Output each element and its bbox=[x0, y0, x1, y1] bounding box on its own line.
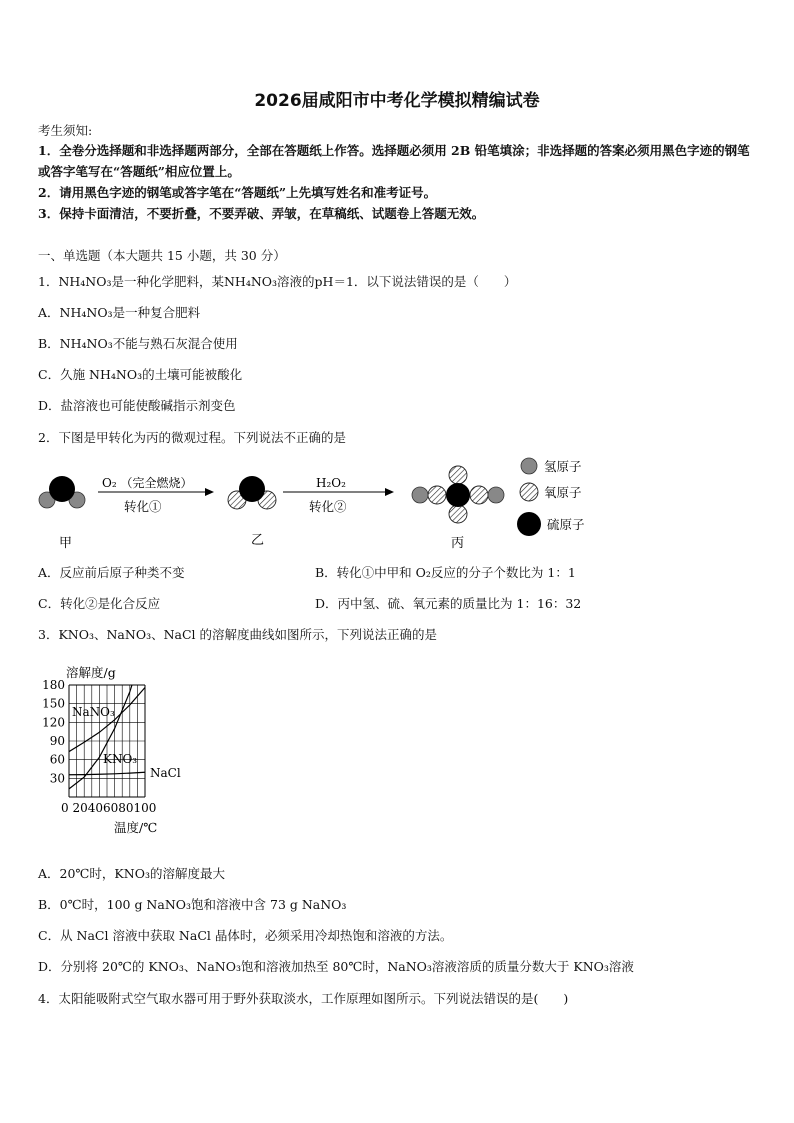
y-tick-label: 120 bbox=[42, 715, 65, 730]
chart-xlabel: 温度/℃ bbox=[114, 820, 158, 835]
legend-oxygen-swatch bbox=[520, 483, 538, 501]
question-2-option-a: A．反应前后原子种类不变 bbox=[38, 565, 185, 580]
molecule-yi bbox=[228, 476, 276, 509]
legend-sulfur-label: 硫原子 bbox=[547, 517, 585, 532]
question-1-option-d: D．盐溶液也可能使酸碱指示剂变色 bbox=[38, 398, 236, 413]
question-2-stem: 2．下图是甲转化为丙的微观过程。下列说法不正确的是 bbox=[38, 430, 346, 445]
chart-ylabel: 溶解度/g bbox=[66, 665, 116, 680]
arrow-1-bottom-label: 转化① bbox=[124, 499, 162, 514]
question-3-stem: 3．KNO₃、NaNO₃、NaCl 的溶解度曲线如图所示，下列说法正确的是 bbox=[38, 627, 438, 642]
legend-hydrogen-label: 氢原子 bbox=[544, 459, 582, 474]
question-1-option-a: A．NH₄NO₃是一种复合肥料 bbox=[38, 305, 201, 320]
question-1-option-b: B．NH₄NO₃不能与熟石灰混合使用 bbox=[38, 336, 238, 351]
series-label: NaCl bbox=[150, 766, 181, 780]
chart-series-labels bbox=[72, 705, 181, 780]
notice-item-3: 3．保持卡面清洁，不要折叠，不要弄破、弄皱，在草稿纸、试题卷上答题无效。 bbox=[38, 206, 485, 221]
question-3-option-c: C．从 NaCl 溶液中获取 NaCl 晶体时，必须采用冷却热饱和溶液的方法。 bbox=[38, 928, 453, 943]
molecule-jia bbox=[39, 476, 85, 508]
page-title: 2026届咸阳市中考化学模拟精编试卷 bbox=[254, 91, 540, 111]
y-tick-label: 150 bbox=[42, 696, 65, 711]
y-tick-label: 30 bbox=[49, 771, 65, 786]
notice-item-1: 1．全卷分选择题和非选择题两部分，全部在答题纸上作答。选择题必须用 2B 铅笔填涂；非选择题的答案必须用黑色字迹的钢笔或答字笔写在“答题纸”相应位置上。 bbox=[38, 143, 750, 179]
question-3-option-d: D．分别将 20℃的 KNO₃、NaNO₃饱和溶液加热至 80℃时，NaNO₃溶液溶质的质量分数大于 KNO₃溶液 bbox=[38, 959, 634, 974]
molecule-bing bbox=[412, 466, 504, 523]
series-label: KNO₃ bbox=[103, 752, 138, 766]
question-2-option-c: C．转化②是化合反应 bbox=[38, 596, 161, 611]
legend-oxygen-label: 氧原子 bbox=[544, 485, 582, 500]
legend-hydrogen-swatch bbox=[521, 458, 537, 474]
question-1-option-c: C．久施 NH₄NO₃的土壤可能被酸化 bbox=[38, 367, 243, 382]
y-tick-label: 90 bbox=[49, 734, 65, 748]
section-heading: 一、单选题（本大题共 15 小题，共 30 分） bbox=[38, 248, 286, 263]
notice-item-2: 2．请用黑色字迹的钢笔或答字笔在“答题纸”上先填写姓名和准考证号。 bbox=[38, 185, 437, 200]
y-tick-label: 180 bbox=[42, 678, 65, 692]
question-2-option-d: D．丙中氢、硫、氧元素的质量比为 1：16：32 bbox=[315, 596, 582, 611]
question-2-option-b: B．转化①中甲和 O₂反应的分子个数比为 1：1 bbox=[315, 565, 576, 580]
arrow-1-top-label: O₂ （完全燃烧） bbox=[102, 476, 193, 490]
arrow-1-head bbox=[205, 488, 214, 496]
molecule-transformation-diagram bbox=[0, 450, 794, 555]
arrow-2-bottom-label: 转化② bbox=[309, 499, 347, 514]
question-3-option-b: B．0℃时，100 g NaNO₃饱和溶液中含 73 g NaNO₃ bbox=[38, 897, 347, 912]
solubility-chart bbox=[30, 655, 230, 840]
legend-sulfur-swatch bbox=[517, 512, 541, 536]
question-1-stem: 1．NH₄NO₃是一种化学肥料，某NH₄NO₃溶液的pH＝1．以下说法错误的是（ ） bbox=[38, 274, 517, 289]
arrow-2-head bbox=[385, 488, 394, 496]
label-yi: 乙 bbox=[251, 533, 265, 548]
label-jia: 甲 bbox=[59, 536, 73, 551]
x-tick-labels: 0 20406080100 bbox=[61, 801, 157, 815]
arrow-2-top-label: H₂O₂ bbox=[316, 476, 346, 490]
notice-heading: 考生须知: bbox=[38, 123, 93, 138]
y-tick-label: 60 bbox=[49, 752, 65, 767]
question-3-option-a: A．20℃时，KNO₃的溶解度最大 bbox=[38, 866, 225, 881]
label-bing: 丙 bbox=[451, 536, 465, 551]
question-4-stem: 4．太阳能吸附式空气取水器可用于野外获取淡水，工作原理如图所示。下列说法错误的是( ) bbox=[38, 991, 569, 1006]
series-label: NaNO₃ bbox=[72, 705, 115, 719]
